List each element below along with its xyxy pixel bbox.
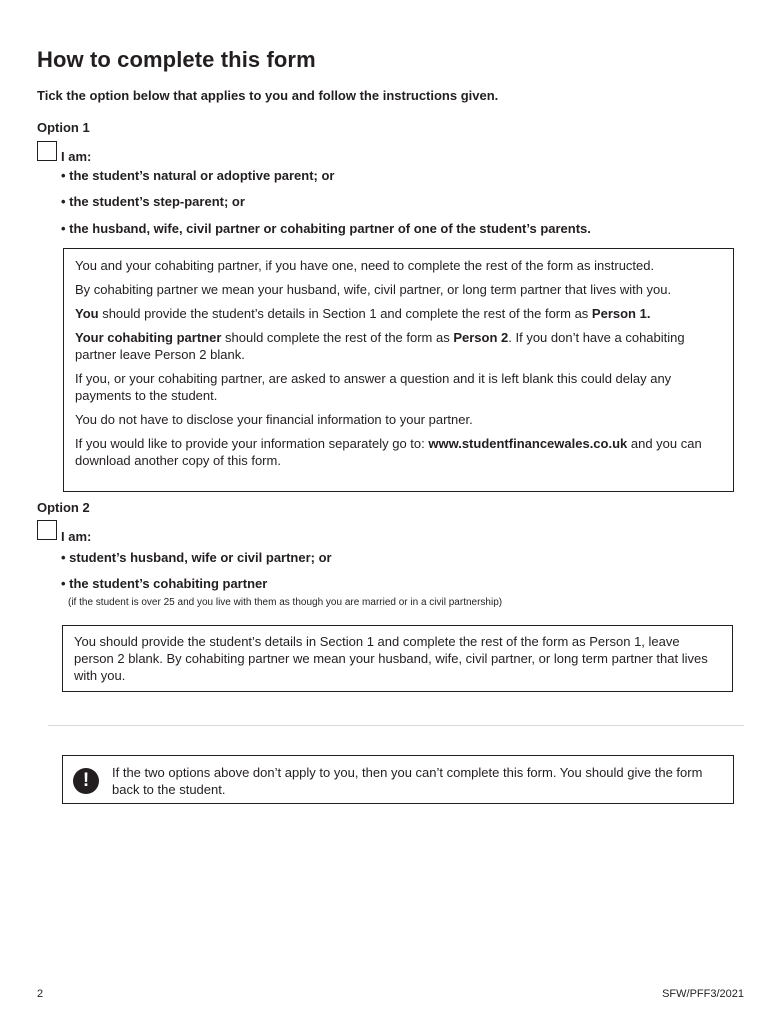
exclamation-icon: ! (73, 768, 99, 794)
option-1-info-3-text: should provide the student’s details in Section 1 and complete the rest of the form as (98, 306, 592, 321)
divider (48, 725, 744, 726)
page-number: 2 (37, 988, 44, 1000)
warning-text: If the two options above don’t apply to you, then you can’t complete this form. You should give the form back to the student. (112, 765, 703, 797)
document-code: SFW/PFF3/2021 (662, 988, 744, 1000)
warning-box (62, 755, 734, 804)
page-title: How to complete this form (37, 47, 316, 72)
option-1-info-7-text-1: If you would like to provide your information separately go to: (75, 436, 429, 451)
option-1-info-7 (75, 435, 723, 469)
option-1-info-4-text-1: should complete the rest of the form as (221, 330, 454, 345)
option-1-info-1: You and your cohabiting partner, if you have one, need to complete the rest of the form as instructed. (75, 258, 655, 273)
option-1-bullet-1: • the student’s natural or adoptive parent; or (61, 168, 335, 183)
option-1-info-5: If you, or your cohabiting partner, are asked to answer a question and it is left blank this could delay any payments to the student. (75, 371, 672, 403)
option-1-info-2: By cohabiting partner we mean your husband, wife, civil partner, or long term partner that lives with you. (75, 282, 672, 297)
instructions: Tick the option below that applies to you and follow the instructions given. (37, 88, 499, 103)
option-2-instructions-box (62, 625, 733, 692)
person-2-label: Person 2 (453, 330, 509, 345)
option-2-bullet-1: • student’s husband, wife or civil partner; or (61, 550, 332, 565)
option-2-bullet-2: • the student’s cohabiting partner (61, 576, 268, 591)
option-1-i-am: I am: (61, 149, 92, 164)
option-2-i-am: I am: (61, 529, 92, 544)
option-2-checkbox[interactable] (37, 520, 57, 540)
option-1-checkbox[interactable] (37, 141, 57, 161)
option-2-label: Option 2 (37, 500, 90, 515)
option-1-instructions-box (63, 248, 734, 492)
option-1-bullet-2: • the student’s step-parent; or (61, 194, 245, 209)
option-2-note: (if the student is over 25 and you live with them as though you are married or in a civil partnership) (68, 597, 503, 608)
option-2-info: You should provide the student’s details in Section 1 and complete the rest of the form as Person 1, leave person 2 blank. By cohabiting partner we mean your husband, wife, civil partner, or long term partner that lives with you. (74, 634, 708, 683)
person-1-label: Person 1. (591, 306, 651, 321)
cohabiting-partner-label: Your cohabiting partner (75, 330, 222, 345)
option-1-label: Option 1 (37, 120, 90, 135)
option-1-info-4-text-2: . If you don’t have a cohabiting partner leave Person 2 blank. (75, 330, 685, 362)
option-1-info-4 (75, 329, 723, 363)
website-link[interactable]: www.studentfinancewales.co.uk (428, 436, 628, 451)
option-1-bullet-3: • the husband, wife, civil partner or cohabiting partner of one of the student’s parents. (61, 221, 591, 236)
option-1-info-6: You do not have to disclose your financial information to your partner. (75, 412, 473, 427)
you-label: You (75, 306, 99, 321)
option-1-info-7-text-2: and you can download another copy of this form. (75, 436, 702, 468)
option-1-info-3 (75, 305, 723, 322)
